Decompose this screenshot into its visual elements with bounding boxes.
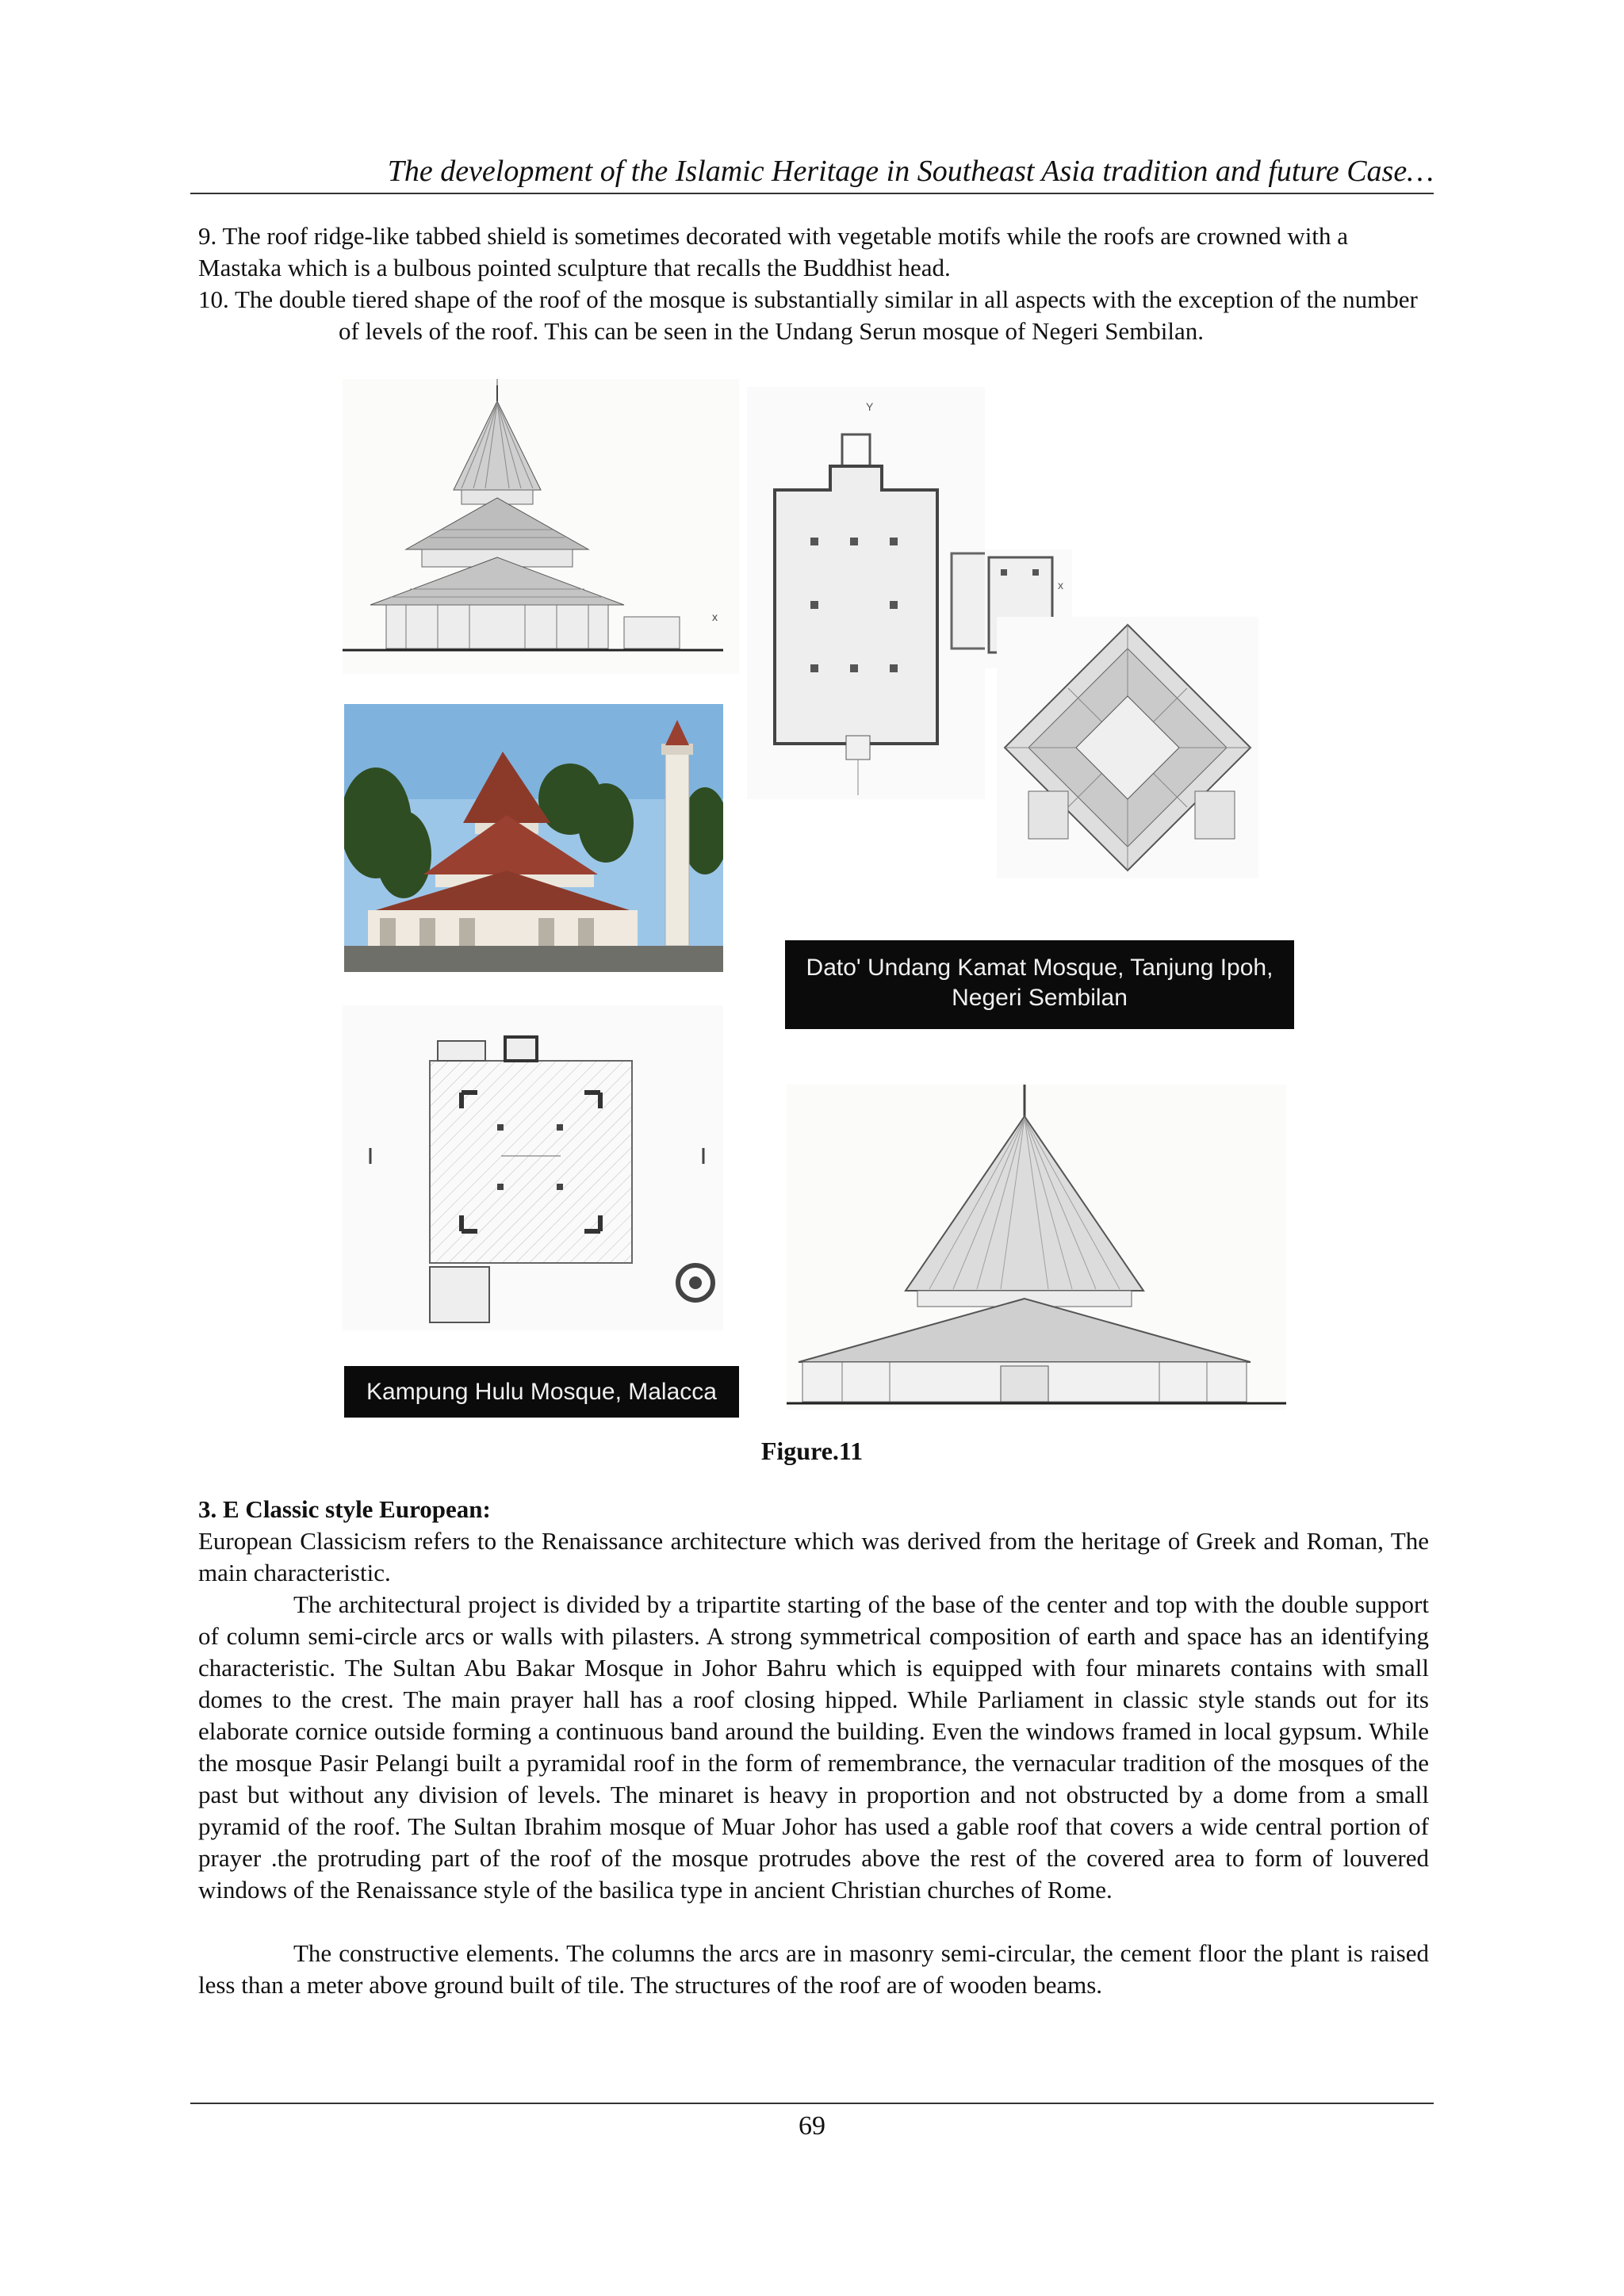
list-item: 10. The double tiered shape of the roof of the mosque is substantially similar in all aspects with the exception of the number of levels of the roof. This can be seen in the Undang Serun mosque of Negeri Sembilan.: [198, 285, 1418, 345]
photo-kampung-hulu-mosque: [344, 704, 723, 972]
isometric-cutaway-drawing: [997, 617, 1258, 878]
elevation-drawing-tiered-roof: [343, 379, 739, 674]
figure-label-dato-undang-kamat: [785, 940, 1294, 1029]
section-body: [198, 1525, 1429, 2001]
figure-label-text: Kampung Hulu Mosque, Malacca: [366, 1379, 717, 1405]
numbered-list: [198, 220, 1429, 347]
elevation-drawing-pyramid-roof: [787, 1085, 1286, 1410]
floor-plan-kampung-hulu: [343, 1005, 723, 1330]
floor-plan-dato-undang-kamat: [747, 387, 985, 799]
figure-caption: Figure.11: [760, 1437, 864, 1465]
paragraph: The constructive elements. The columns the arcs are in masonry semi-circular, the cement floor the plant is raised less than a meter above ground built of tile. The structures of the roof are of wooden beams.: [198, 1939, 1429, 1999]
figure-11: [343, 379, 1288, 1418]
svg-text:Y: Y: [866, 400, 874, 413]
running-header: The development of the Islamic Heritage in Southeast Asia tradition and future Case…: [387, 155, 1434, 188]
figure-label-kampung-hulu: [344, 1366, 739, 1418]
paragraph: European Classicism refers to the Renaissance architecture which was derived from the heritage of Greek and Roman, The main characteristic.: [198, 1527, 1429, 1586]
figure-label-text: Dato' Undang Kamat Mosque, Tanjung Ipoh, Negeri Sembilan: [806, 955, 1274, 1011]
footer-rule: [190, 2103, 1434, 2104]
header-rule: [190, 193, 1434, 194]
paragraph: The architectural project is divided by a tripartite starting of the base of the center and top with the double support of column semi-circle arcs or walls with pilasters. A strong symmetrical composition of earth and space has an identifying characteristic. The Sultan Abu Bakar Mosque in Johor Bahru which is equipped with four minarets contains with small domes to the crest. The main prayer hall has a roof closing hipped. While Parliament in classic style stands out for its elaborate cornice outside forming a continuous band around the building. Even the windows framed in local gypsum. While the mosque Pasir Pelangi built a pyramidal roof in the form of remembrance, the vernacular tradition of the mosques of the past but without any division of levels. The minaret is heavy in proportion and not obstructed by a dome from a small pyramid of the roof. The Sultan Ibrahim mosque of Muar Johor has used a gable roof that covers a wide central portion of prayer .the protruding part of the roof of the mosque protrudes above the rest of the covered area to form of louvered windows of the Renaissance style of the basilica type in ancient Christian churches of Rome.: [198, 1590, 1429, 1904]
svg-text:x: x: [712, 610, 718, 623]
section-heading: 3. E Classic style European:: [198, 1495, 491, 1523]
page-number: 69: [799, 2111, 825, 2141]
list-item: 9. The roof ridge-like tabbed shield is sometimes decorated with vegetable motifs while the roofs are crowned with a Mastaka which is a bulbous pointed sculpture that recalls the Buddhist head.: [198, 222, 1348, 281]
svg-text:x: x: [1058, 579, 1063, 591]
